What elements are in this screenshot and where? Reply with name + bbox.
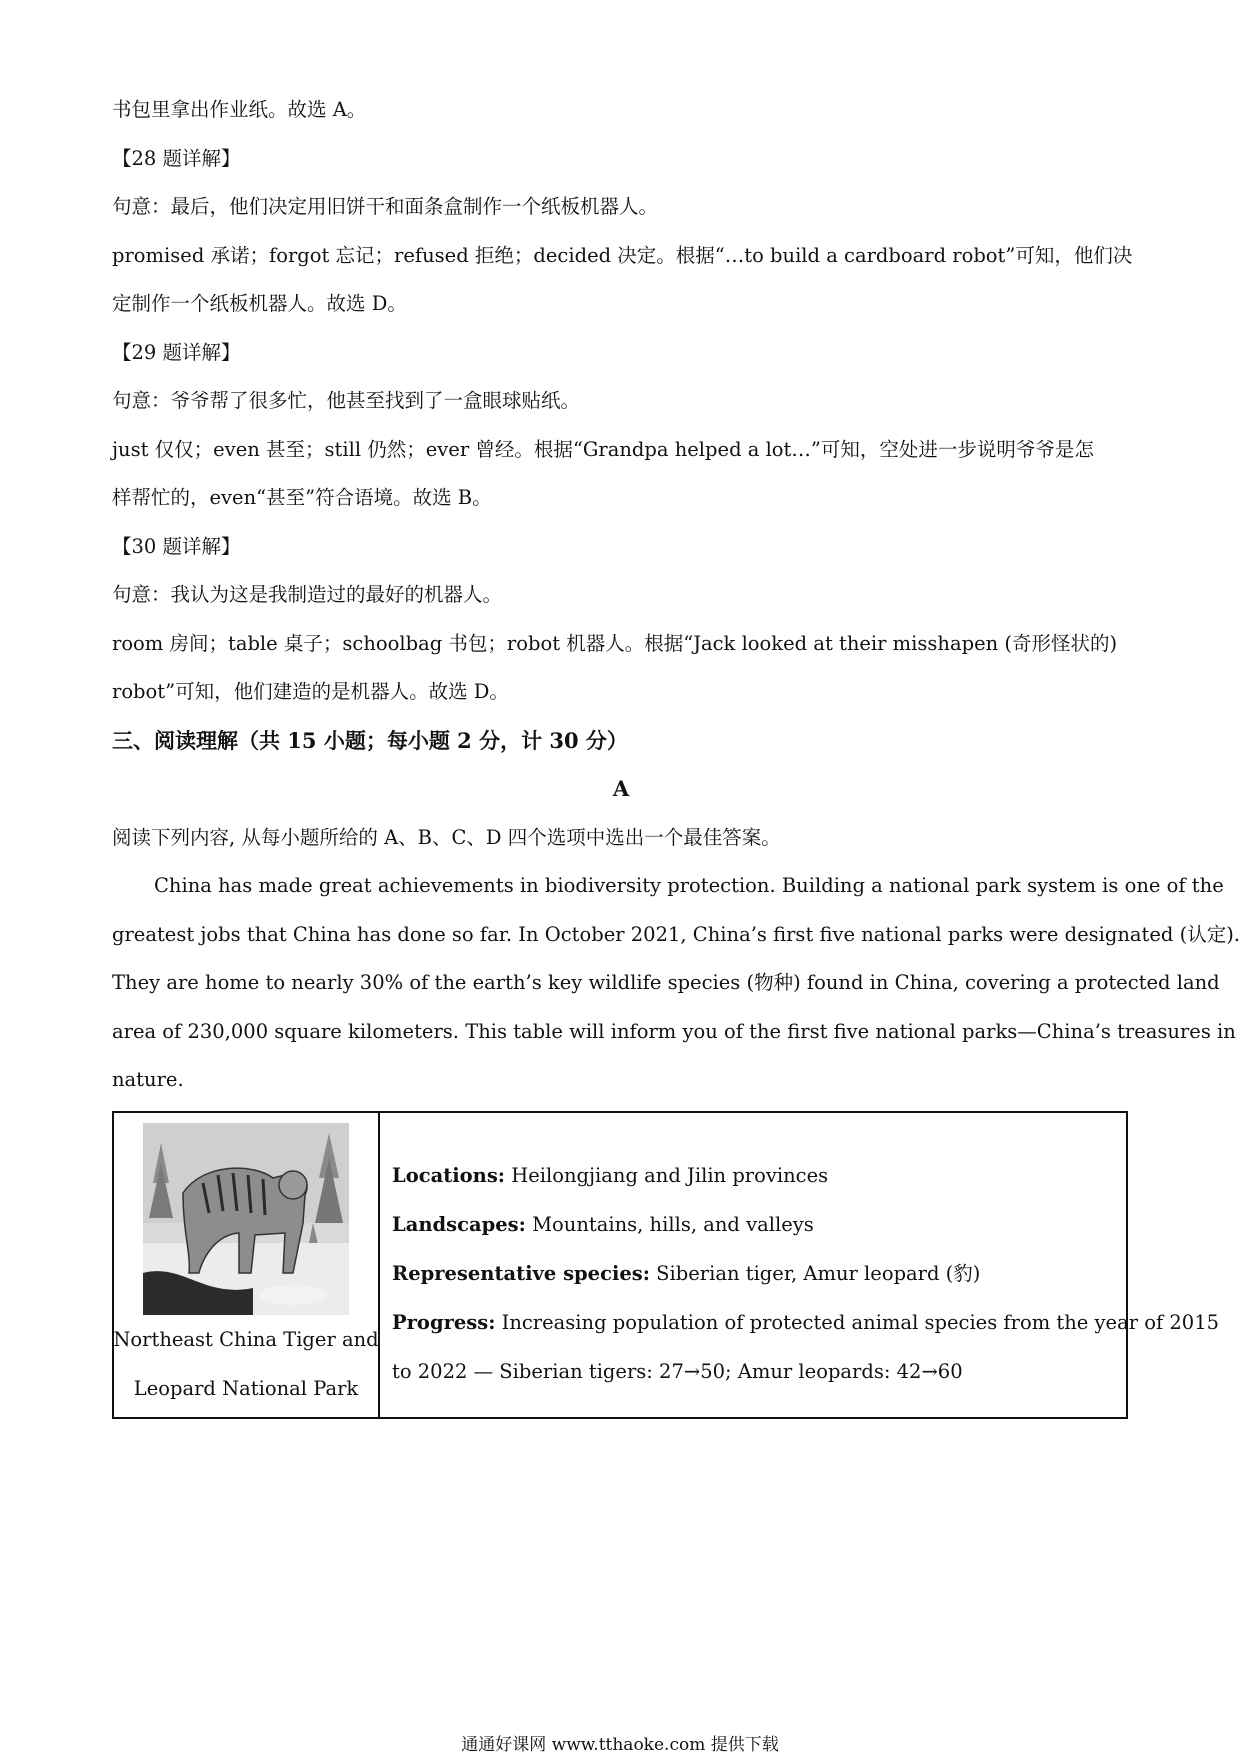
part-a-title: A: [612, 776, 630, 801]
question-29-heading: 【29 题详解】: [112, 340, 241, 364]
park-name-line1: Northeast China Tiger and: [113, 1328, 379, 1351]
progress-label: Progress:: [392, 1311, 496, 1334]
progress-row: [392, 1298, 1219, 1347]
landscapes-row: [392, 1200, 1219, 1249]
species-label: Representative species:: [392, 1262, 650, 1285]
progress-value: Increasing population of protected animal species from the year of 2015: [495, 1311, 1220, 1334]
passage-line: greatest jobs that China has done so far. In October 2021, China’s first five national parks were designated (认定).: [112, 922, 1240, 946]
progress-row-cont: to 2022 — Siberian tigers: 27→50; Amur leopards: 42→60: [392, 1360, 963, 1383]
question-30-explanation: room 房间；table 桌子；schoolbag 书包；robot 机器人。根据“Jack looked at their misshapen (奇形怪状的): [112, 631, 1118, 655]
landscapes-label: Landscapes:: [392, 1213, 526, 1236]
question-28-explanation: promised 承诺；forgot 忘记；refused 拒绝；decided 决定。根据“…to build a cardboard robot”可知，他们决: [112, 243, 1133, 267]
document-page: [112, 98, 1240, 1419]
passage-line: area of 230,000 square kilometers. This table will inform you of the first five national parks—China’s treasures in: [112, 1019, 1236, 1043]
question-28-meaning: 句意：最后，他们决定用旧饼干和面条盒制作一个纸板机器人。: [112, 195, 659, 218]
question-29-explanation-cont: 样帮忙的，even“甚至”符合语境。故选 B。: [112, 486, 492, 509]
footer-watermark: 通通好课网 www.tthaoke.com 提供下载: [461, 1735, 779, 1755]
question-28-explanation-cont: 定制作一个纸板机器人。故选 D。: [112, 292, 407, 315]
passage-line: nature.: [112, 1068, 184, 1091]
section-heading: 三、阅读理解（共 15 小题；每小题 2 分，计 30 分）: [112, 727, 628, 753]
instructions: 阅读下列内容, 从每小题所给的 A、B、C、D 四个选项中选出一个最佳答案。: [112, 825, 781, 849]
park-name-line2: Leopard National Park: [133, 1377, 359, 1400]
park-info-table: [112, 1111, 1220, 1419]
park-details-cell: [380, 1113, 1219, 1417]
species-row: [392, 1249, 1219, 1298]
question-30-heading: 【30 题详解】: [112, 534, 241, 558]
question-30-meaning: 句意：我认为这是我制造过的最好的机器人。: [112, 583, 503, 606]
question-29-meaning: 句意：爷爷帮了很多忙，他甚至找到了一盒眼球贴纸。: [112, 389, 581, 412]
passage-line: China has made great achievements in biodiversity protection. Building a national park system is one of the: [154, 874, 1224, 897]
question-28-heading: 【28 题详解】: [112, 146, 241, 170]
passage-line: They are home to nearly 30% of the earth’s key wildlife species (物种) found in China, covering a protected land: [112, 971, 1220, 994]
tiger-illustration: [143, 1123, 349, 1315]
question-29-explanation: just 仅仅；even 甚至；still 仍然；ever 曾经。根据“Grandpa helped a lot…”可知，空处进一步说明爷爷是怎: [112, 437, 1094, 461]
locations-label: Locations:: [392, 1164, 506, 1187]
locations-value: Heilongjiang and Jilin provinces: [505, 1164, 829, 1187]
text-line: 书包里拿出作业纸。故选 A。: [112, 98, 367, 121]
park-image-cell: [114, 1113, 380, 1417]
question-30-explanation-cont: robot”可知，他们建造的是机器人。故选 D。: [112, 680, 509, 703]
species-value: Siberian tiger, Amur leopard (豹): [649, 1262, 981, 1285]
landscapes-value: Mountains, hills, and valleys: [525, 1213, 814, 1236]
locations-row: [392, 1151, 1219, 1200]
